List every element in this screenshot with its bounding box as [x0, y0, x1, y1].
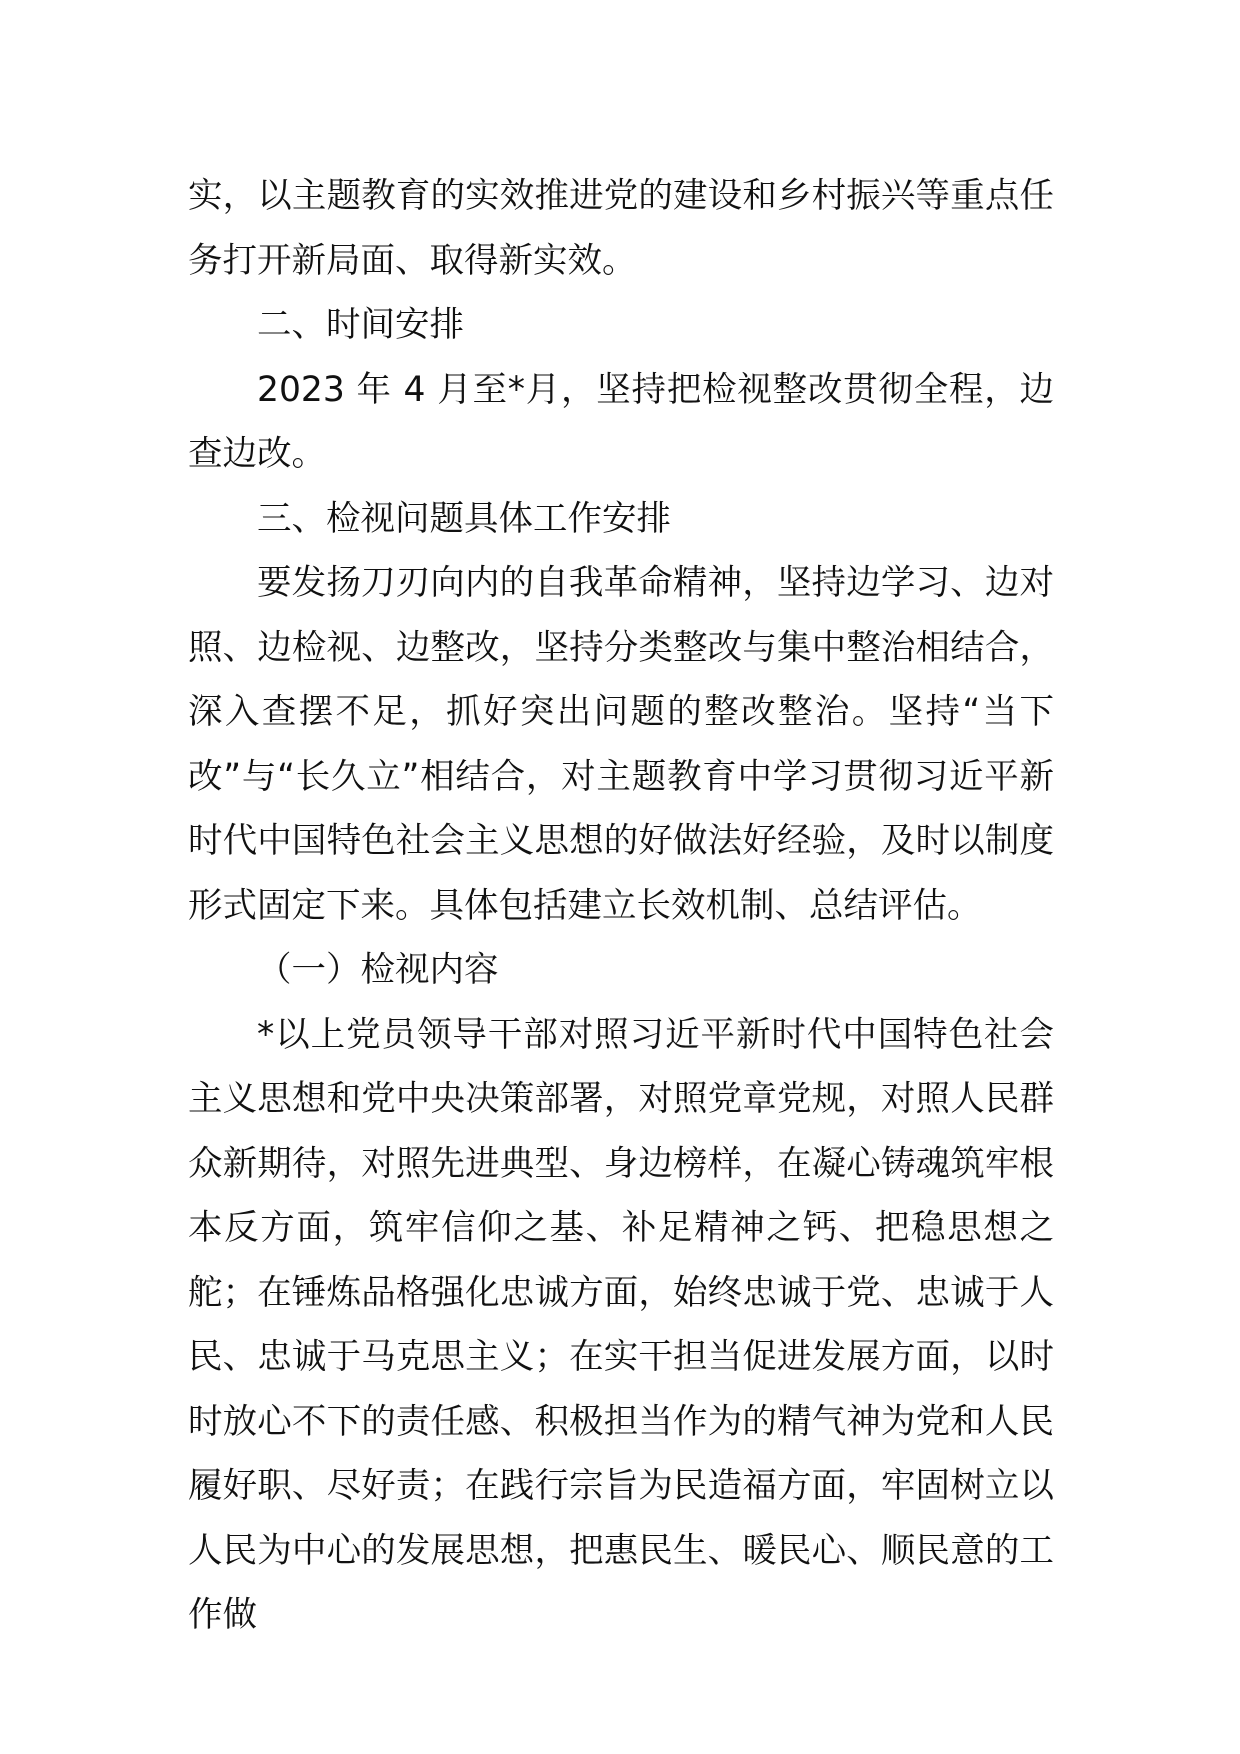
paragraph-continuation: 实，以主题教育的实效推进党的建设和乡村振兴等重点任务打开新局面、取得新实效。	[188, 176, 1054, 281]
paragraph-work-arrangement: 要发扬刀刃向内的自我革命精神，坚持边学习、边对照、边检视、边整改，坚持分类整改与集中整治相结合，深入查摆不足，抓好突出问题的整改整治。坚持“当下改”与“长久立”相结合，对主题教育中学习贯彻习近平新时代中国特色社会主义思想的好做法好经验，及时以制度形式固定下来。具体包括建立长效机制、总结评估。	[188, 563, 1054, 926]
document-body	[188, 164, 1054, 1648]
subsection-heading-review-content: （一）检视内容	[257, 950, 499, 990]
paragraph-review-content: *以上党员领导干部对照习近平新时代中国特色社会主义思想和党中央决策部署，对照党章党规，对照人民群众新期待，对照先进典型、身边榜样，在凝心铸魂筑牢根本反方面，筑牢信仰之基、补足精神之钙、把稳思想之舵；在锤炼品格强化忠诚方面，始终忠诚于党、忠诚于人民、忠诚于马克思主义；在实干担当促进发展方面，以时时放心不下的责任感、积极担当作为的精气神为党和人民履好职、尽好责；在践行宗旨为民造福方面，牢固树立以人民为中心的发展思想，把惠民生、暖民心、顺民意的工作做	[188, 1014, 1054, 1635]
section-heading-schedule: 二、时间安排	[257, 305, 464, 345]
section-heading-work-arrangement: 三、检视问题具体工作安排	[257, 498, 671, 539]
paragraph-schedule: 2023 年 4 月至*月，坚持把检视整改贯彻全程，边查边改。	[188, 369, 1054, 474]
